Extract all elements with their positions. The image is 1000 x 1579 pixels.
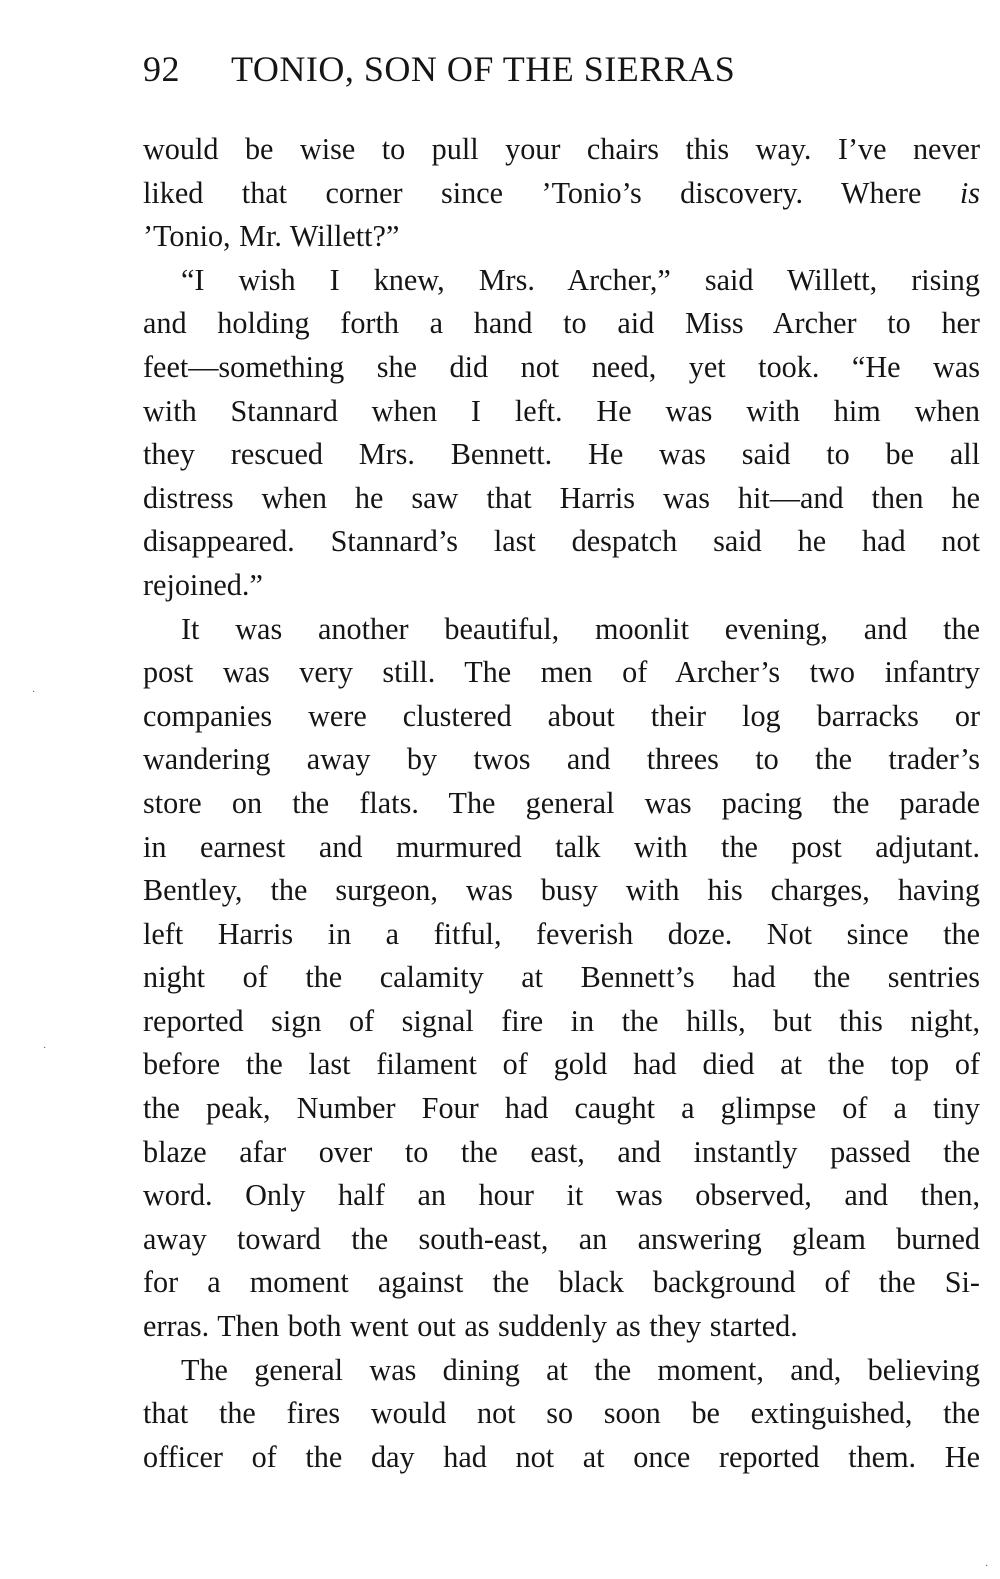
text-line: “I wish I knew, Mrs. Archer,” said Willett, rising bbox=[181, 262, 980, 297]
emphasized-word: is bbox=[959, 175, 980, 210]
text-line: would be wise to pull your chairs this way. I’ve never bbox=[143, 132, 980, 166]
text-line: companies were clustered about their log barracks or bbox=[143, 698, 980, 733]
text-line: in earnest and murmured talk with the post adjutant. bbox=[143, 829, 980, 864]
text-line: officer of the day had not at once reported them. He bbox=[143, 1439, 980, 1474]
text-line: erras. Then both went out as suddenly as they started. bbox=[143, 1309, 798, 1344]
text-line: the peak, Number Four had caught a glimpse of a tiny bbox=[143, 1091, 980, 1126]
text-line: blaze afar over to the east, and instantly passed the bbox=[143, 1134, 980, 1169]
text-line: away toward the south-east, an answering gleam burned bbox=[143, 1221, 980, 1256]
text-line: and holding forth a hand to aid Miss Archer to her bbox=[143, 306, 980, 341]
text-line: reported sign of signal fire in the hills, but this night, bbox=[143, 1003, 980, 1038]
text-line: The general was dining at the moment, and, believing bbox=[181, 1352, 980, 1387]
text-line: night of the calamity at Bennett’s had the sentries bbox=[143, 960, 980, 995]
margin-speck: · bbox=[43, 1043, 47, 1054]
text-line: that the fires would not so soon be extinguished, the bbox=[143, 1396, 980, 1431]
text-line: disappeared. Stannard’s last despatch said he had not bbox=[143, 524, 980, 559]
text-line: left Harris in a fitful, feverish doze. Not since the bbox=[143, 916, 980, 951]
text-line: It was another beautiful, moonlit evening, and the bbox=[181, 611, 980, 646]
text-line: ’Tonio, Mr. Willett?” bbox=[143, 219, 400, 254]
text-line: with Stannard when I left. He was with him when bbox=[143, 393, 980, 428]
page-number: 92 bbox=[143, 49, 180, 89]
paragraph bbox=[143, 608, 980, 1349]
text-line: they rescued Mrs. Bennett. He was said to be all bbox=[143, 437, 980, 472]
text-line: liked that corner since ’Tonio’s discovery. Where is bbox=[143, 175, 980, 210]
text-line: Bentley, the surgeon, was busy with his charges, having bbox=[143, 873, 980, 908]
text-line: for a moment against the black background of the Si- bbox=[143, 1265, 980, 1300]
text-line: wandering away by twos and threes to the trader’s bbox=[143, 742, 980, 777]
text-line: distress when he saw that Harris was hit—and then he bbox=[143, 480, 980, 515]
page-header bbox=[143, 44, 893, 94]
paragraph bbox=[143, 1349, 980, 1480]
text-line: rejoined.” bbox=[143, 567, 263, 602]
paragraph bbox=[143, 128, 980, 259]
paragraph bbox=[143, 259, 980, 608]
running-title: TONIO, SON OF THE SIERRAS bbox=[231, 49, 736, 89]
margin-speck: · bbox=[985, 1561, 989, 1572]
text-line: word. Only half an hour it was observed, and then, bbox=[143, 1178, 980, 1213]
text-line: store on the flats. The general was pacing the parade bbox=[143, 785, 980, 820]
body-text bbox=[143, 128, 980, 1488]
text-line: before the last filament of gold had died at the top of bbox=[143, 1047, 980, 1082]
margin-speck: · bbox=[32, 687, 36, 698]
text-line: post was very still. The men of Archer’s two infantry bbox=[143, 655, 980, 690]
text-line: feet—something she did not need, yet took. “He was bbox=[143, 349, 980, 384]
